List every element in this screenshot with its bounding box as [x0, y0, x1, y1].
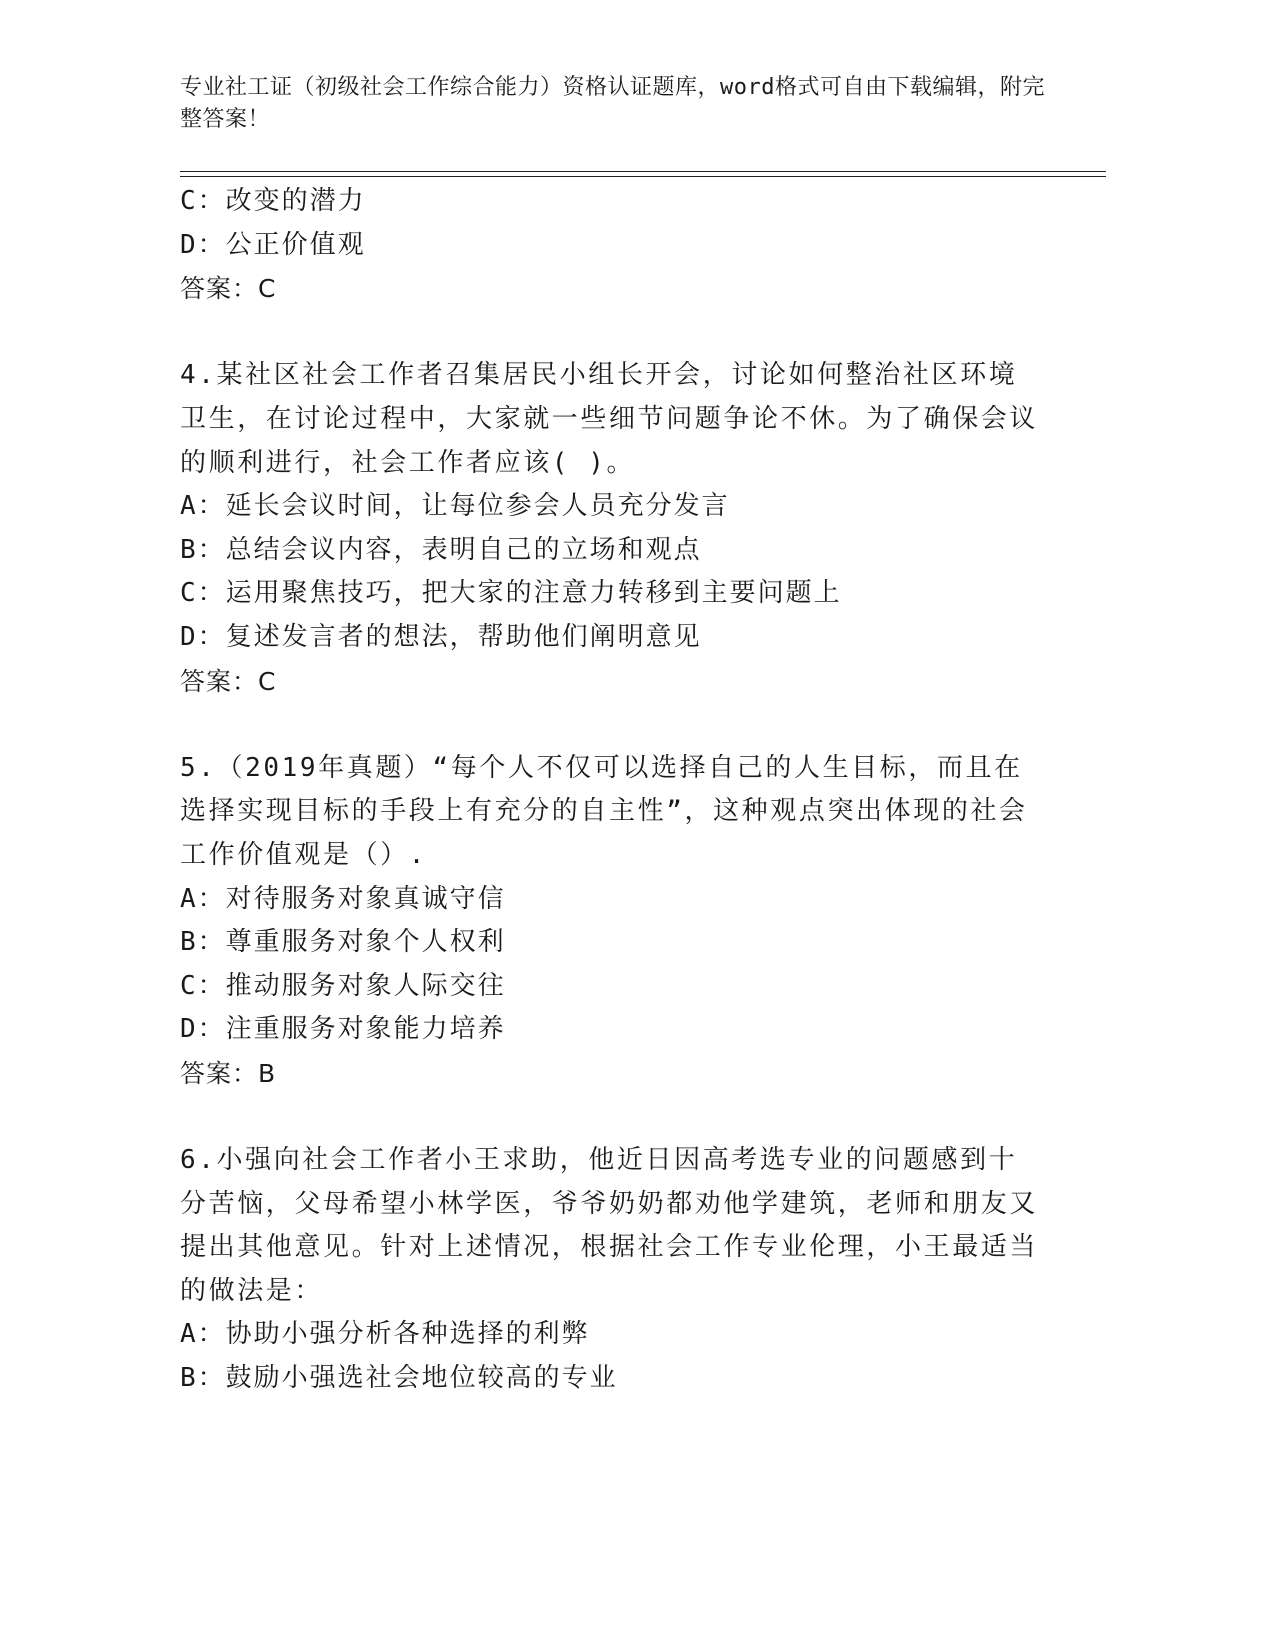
answer-line: 答案：C — [180, 666, 277, 696]
spacer — [180, 1095, 1040, 1139]
option-a: A：延长会议时间，让每位参会人员充分发言 — [180, 491, 730, 522]
header-rule-top — [180, 171, 1106, 172]
question-5 — [180, 747, 1040, 1096]
option-b: B：尊重服务对象个人权利 — [180, 927, 506, 958]
option-b: B：鼓励小强选社会地位较高的专业 — [180, 1363, 618, 1394]
option-c: C：运用聚焦技巧，把大家的注意力转移到主要问题上 — [180, 578, 842, 609]
answer-line: 答案：C — [180, 274, 277, 304]
spacer — [180, 311, 1040, 355]
option-d: D：公正价值观 — [180, 229, 366, 260]
header-rule-bottom — [180, 176, 1106, 177]
option-d: D：复述发言者的想法，帮助他们阐明意见 — [180, 621, 702, 652]
answer-line: 答案：B — [180, 1058, 277, 1088]
question-4 — [180, 354, 1040, 703]
option-a: A：对待服务对象真诚守信 — [180, 883, 506, 914]
option-a: A：协助小强分析各种选择的利弊 — [180, 1319, 590, 1350]
question-stem: 4.某社区社会工作者召集居民小组长开会，讨论如何整治社区环境卫生，在讨论过程中，大家就一些细节问题争论不休。为了确保会议的顺利进行，社会工作者应该( )。 — [180, 360, 1039, 478]
question-stem: 5.（2019年真题）“每个人不仅可以选择自己的人生目标，而且在选择实现目标的手段上有充分的自主性”，这种观点突出体现的社会工作价值观是（）. — [180, 752, 1028, 870]
question-list — [180, 180, 1040, 1401]
document-header: 专业社工证（初级社会工作综合能力）资格认证题库，word格式可自由下载编辑，附完整答案！ — [180, 75, 1045, 132]
option-b: B：总结会议内容，表明自己的立场和观点 — [180, 534, 702, 565]
option-c: C：改变的潜力 — [180, 186, 366, 216]
question-6 — [180, 1139, 1040, 1401]
option-d: D：注重服务对象能力培养 — [180, 1014, 506, 1045]
question-stem: 6.小强向社会工作者小王求助，他近日因高考选专业的问题感到十分苦恼，父母希望小林学医，爷爷奶奶都劝他学建筑，老师和朋友又提出其他意见。针对上述情况，根据社会工作专业伦理，小王最适当的做法是： — [180, 1145, 1039, 1306]
question-3-remainder — [180, 180, 1040, 311]
spacer — [180, 703, 1040, 747]
option-c: C：推动服务对象人际交往 — [180, 970, 506, 1001]
